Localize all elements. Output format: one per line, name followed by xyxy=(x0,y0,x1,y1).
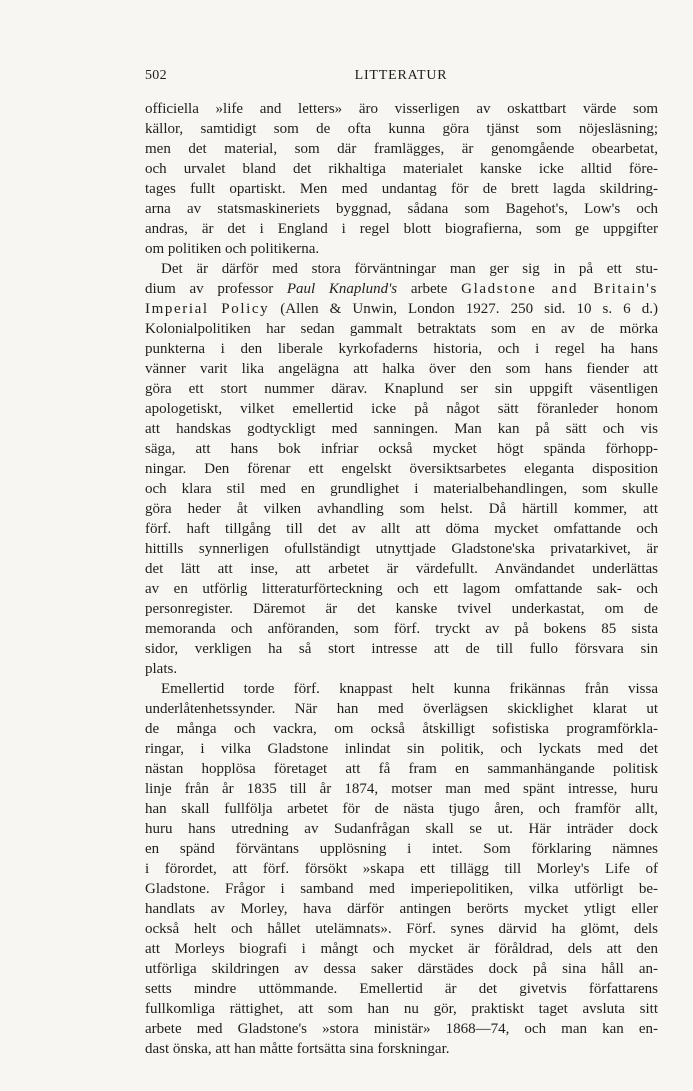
text-segment: att handskas godtyckligt med sanningen. Man kan på sätt och vis xyxy=(145,421,658,437)
text-segment: Emellertid torde förf. knappast helt kunna frikännas från vissa xyxy=(161,681,658,697)
text-segment: i förordet, att förf. försökt »skapa ett tillägg till Morley's Life of xyxy=(145,861,658,877)
text-line xyxy=(145,939,658,959)
text-line xyxy=(145,179,658,199)
text-line xyxy=(145,699,658,719)
text-segment: också helt och hållet utelämnats». Förf. synes därvid ha glömt, dels xyxy=(145,921,658,937)
text-segment: underlåtenhetssynder. När han med överlägsen skicklighet klarat ut xyxy=(145,701,658,717)
text-segment: Det är därför med stora förväntningar man ger sig in på ett stu- xyxy=(161,261,658,277)
text-line xyxy=(145,259,658,279)
text-line xyxy=(145,419,658,439)
text-segment: att Morleys biografi i mångt och mycket är föråldrad, dels att den xyxy=(145,941,658,957)
paragraph xyxy=(145,679,658,1059)
text-segment: och klara stil med en grundlighet i materialbehandlingen, som skulle xyxy=(145,481,658,497)
text-segment: utförliga skildringen av dessa saker därstädes dock på sina håll an- xyxy=(145,961,658,977)
text-line xyxy=(145,219,658,239)
text-line xyxy=(145,619,658,639)
text-segment: förf. haft tillgång till det av allt att döma mycket omfattande och xyxy=(145,521,658,537)
book-title: Imperial Policy xyxy=(145,301,270,317)
text-segment: andras, är det i England i regel blott biografierna, som ge uppgifter xyxy=(145,221,658,237)
text-line xyxy=(145,659,658,679)
text-line xyxy=(145,459,658,479)
text-line xyxy=(145,379,658,399)
text-segment: handlats av Morley, hava därför antingen berörts mycket ytligt eller xyxy=(145,901,658,917)
text-line xyxy=(145,759,658,779)
text-line xyxy=(145,1019,658,1039)
text-segment: göra ett stort nummer därav. Knaplund ser sin uppgift väsentligen xyxy=(145,381,658,397)
text-line xyxy=(145,499,658,519)
text-segment: nästan hopplösa företaget att få fram en sammanhängande politisk xyxy=(145,761,658,777)
text-segment: dium av professor xyxy=(145,281,287,297)
text-segment: de många och vackra, om också åtskilligt sofistiska programförkla- xyxy=(145,721,658,737)
text-segment: apologetiskt, vilket emellertid icke på något sätt föranleder honom xyxy=(145,401,658,417)
text-segment: och urvalet bland det rikhaltiga materialet kanske icke alltid före- xyxy=(145,161,658,177)
text-line xyxy=(145,859,658,879)
text-segment: officiella »life and letters» äro visserligen av oskattbart värde som xyxy=(145,101,658,117)
text-line xyxy=(145,339,658,359)
text-line xyxy=(145,899,658,919)
text-segment: arbete med Gladstone's »stora ministär» 1868—74, och man kan en- xyxy=(145,1021,658,1037)
text-line xyxy=(145,919,658,939)
text-line xyxy=(145,519,658,539)
text-line xyxy=(145,239,658,259)
text-segment: en spänd förväntans upplösning i intet. Som förklaring nämnes xyxy=(145,841,658,857)
text-segment: plats. xyxy=(145,661,178,677)
text-segment: men det material, som där framlägges, är genomgående obearbetat, xyxy=(145,141,658,157)
text-segment: hittills synnerligen ofullständigt utnyttjade Gladstone'ska privatarkivet, är xyxy=(145,541,658,557)
text-line xyxy=(145,479,658,499)
text-line xyxy=(145,319,658,339)
text-segment: källor, samtidigt som de ofta kunna göra tjänst som nöjesläsning; xyxy=(145,121,658,137)
text-line xyxy=(145,279,658,299)
text-line xyxy=(145,819,658,839)
paragraph xyxy=(145,99,658,259)
text-line xyxy=(145,199,658,219)
text-segment: av en utförlig litteraturförteckning och ett lagom omfattande sak- och xyxy=(145,581,658,597)
text-segment: fullkomliga rättighet, att som han nu gör, praktiskt taget avsluta sitt xyxy=(145,1001,658,1017)
book-title: Gladstone and Britain's xyxy=(461,281,658,297)
text-line xyxy=(145,959,658,979)
text-segment: tages fullt opartiskt. Men med undantag för de brett lagda skildring- xyxy=(145,181,658,197)
text-segment: ningar. Den förenar ett engelskt översiktsarbetes eleganta disposition xyxy=(145,461,658,477)
paragraph xyxy=(145,259,658,679)
text-line xyxy=(145,999,658,1019)
text-segment: han skall fullfölja arbetet för de nästa tjugo åren, och framför allt, xyxy=(145,801,658,817)
text-segment: säga, att hans bok infriar också mycket högt spända förhopp- xyxy=(145,441,658,457)
text-line xyxy=(145,99,658,119)
text-line xyxy=(145,299,658,319)
text-line xyxy=(145,719,658,739)
text-line xyxy=(145,1039,658,1059)
text-line xyxy=(145,119,658,139)
text-segment: vänner varit lika angelägna att halka över den som hans fiender att xyxy=(145,361,658,377)
text-line xyxy=(145,539,658,559)
text-segment: sidor, verkligen ha så stort intresse att de till fullo försvara sin xyxy=(145,641,658,657)
text-line xyxy=(145,599,658,619)
author-name: Paul Knaplund's xyxy=(286,281,398,297)
text-segment: arbete xyxy=(397,281,462,297)
running-title: LITTERATUR xyxy=(354,68,448,83)
text-segment: memoranda och anföranden, som förf. tryckt av på bokens 85 sista xyxy=(145,621,658,637)
text-segment: setts mindre uttömmande. Emellertid är det givetvis författarens xyxy=(145,981,658,997)
text-line xyxy=(145,439,658,459)
text-segment: personregister. Däremot är det kanske tvivel underkastat, om de xyxy=(145,601,658,617)
text-segment: dast önska, att han måtte fortsätta sina forskningar. xyxy=(145,1041,450,1057)
text-segment: arna av statsmaskineriets byggnad, sådana som Bagehot's, Low's och xyxy=(145,201,658,217)
text-line xyxy=(145,159,658,179)
text-line xyxy=(145,559,658,579)
page-number: 502 xyxy=(145,68,167,83)
text-segment: det lätt att inse, att arbetet är värdefullt. Användandet underlättas xyxy=(145,561,658,577)
text-segment: punkterna i den liberale kyrkofaderns historia, och i regel ha hans xyxy=(145,341,658,357)
text-line xyxy=(145,139,658,159)
text-line xyxy=(145,779,658,799)
text-segment: göra heder åt vilken avhandling som helst. Då härtill kommer, att xyxy=(145,501,658,517)
body-text xyxy=(145,99,658,1059)
text-segment: ringar, i vilka Gladstone inlindat sin politik, och lyckats med det xyxy=(145,741,658,757)
text-line xyxy=(145,639,658,659)
text-line xyxy=(145,839,658,859)
page-header xyxy=(145,68,657,88)
text-line xyxy=(145,579,658,599)
text-line xyxy=(145,399,658,419)
text-segment: linje från år 1835 till år 1874, motser man med spänt intresse, huru xyxy=(145,781,658,797)
text-line xyxy=(145,979,658,999)
text-line xyxy=(145,799,658,819)
text-line xyxy=(145,679,658,699)
text-segment: Kolonialpolitiken har sedan gammalt betraktats som en av de mörka xyxy=(145,321,658,337)
text-segment: om politiken och politikerna. xyxy=(145,241,320,257)
text-segment: Gladstone. Frågor i samband med imperiepolitiken, vilka utförligt be- xyxy=(145,881,658,897)
text-line xyxy=(145,879,658,899)
text-segment: (Allen & Unwin, London 1927. 250 sid. 10 s. 6 d.) xyxy=(269,301,658,317)
text-segment: huru hans utredning av Sudanfrågan skall se ut. Här inträder dock xyxy=(145,821,658,837)
text-line xyxy=(145,739,658,759)
text-line xyxy=(145,359,658,379)
